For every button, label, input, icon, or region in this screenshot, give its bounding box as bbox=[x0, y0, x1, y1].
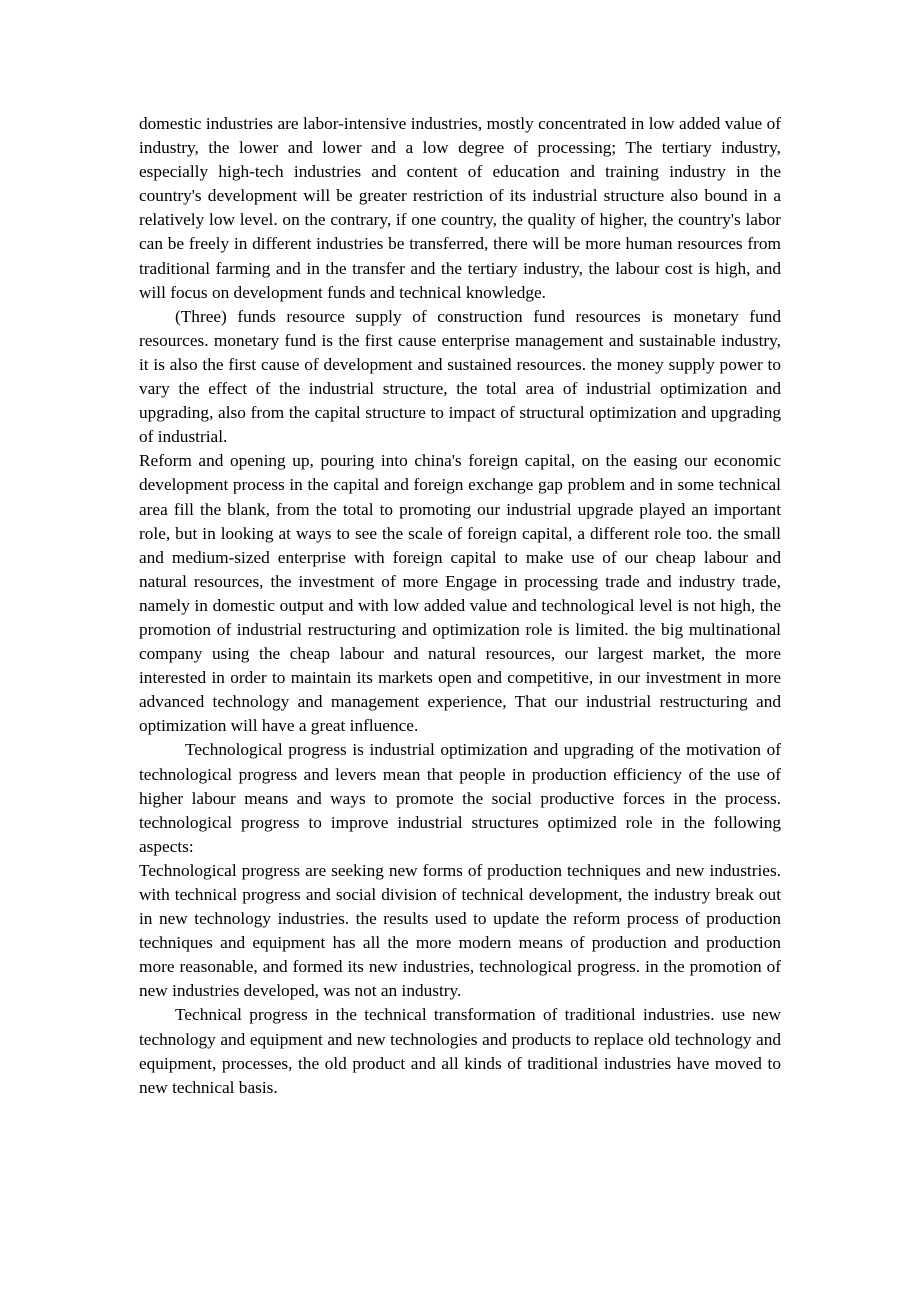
paragraph-labor-continuation: domestic industries are labor-intensive industries, mostly concentrated in low added value of industry, the lower and lower and a low degree of processing; The tertiary industry, especially high-tech industries and content of education and training industry in the country's development will be greater restriction of its industrial structure also bound in a relatively low level. on the contrary, if one country, the quality of higher, the country's labor can be freely in different industries be transferred, there will be more human resources from traditional farming and in the transfer and the tertiary industry, the labour cost is high, and will focus on development funds and technical knowledge. bbox=[139, 114, 781, 302]
paragraph-foreign-capital: Reform and opening up, pouring into china's foreign capital, on the easing our economic development process in the capital and foreign exchange gap problem and in some technical area fill the blank, from the total to promoting our industrial upgrade played an important role, but in looking at ways to see the scale of foreign capital, a different role too. the small and medium-sized enterprise with foreign capital to make use of our cheap labour and natural resources, the investment of more Engage in processing trade and industry trade, namely in domestic output and with low added value and technological level is not high, the promotion of industrial restructuring and optimization role is limited. the big multinational company using the cheap labour and natural resources, our largest market, the more interested in order to maintain its markets open and competitive, in our investment in more advanced technology and management experience, That our industrial restructuring and optimization will have a great influence. bbox=[139, 451, 781, 736]
paragraph-funds-resource: (Three) funds resource supply of construction fund resources is monetary fund resources. monetary fund is the first cause enterprise management and sustainable industry, it is also the first cause of development and sustained resources. the money supply power to vary the effect of the industrial structure, the total area of industrial optimization and upgrading, also from the capital structure to impact of structural optimization and upgrading of industrial. bbox=[139, 306, 781, 447]
paragraph-technological-progress: Technological progress is industrial optimization and upgrading of the motivation of technological progress and levers mean that people in production efficiency of the use of higher labour means and ways to promote the social productive forces in the process. technological progress to improve industrial structures optimized role in the following aspects: bbox=[139, 740, 781, 856]
paragraph-new-industries: Technological progress are seeking new forms of production techniques and new industries. with technical progress and social division of technical development, the industry break out in new technology industries. the results used to update the reform process of production techniques and equipment has all the more modern means of production and production more reasonable, and formed its new industries, technological progress. in the promotion of new industries developed, was not an industry. bbox=[139, 860, 781, 1001]
document-page bbox=[139, 112, 781, 1100]
paragraph-traditional-industries: Technical progress in the technical transformation of traditional industries. use new technology and equipment and new technologies and products to replace old technology and equipment, processes, the old product and all kinds of traditional industries have moved to new technical basis. bbox=[139, 1005, 781, 1097]
